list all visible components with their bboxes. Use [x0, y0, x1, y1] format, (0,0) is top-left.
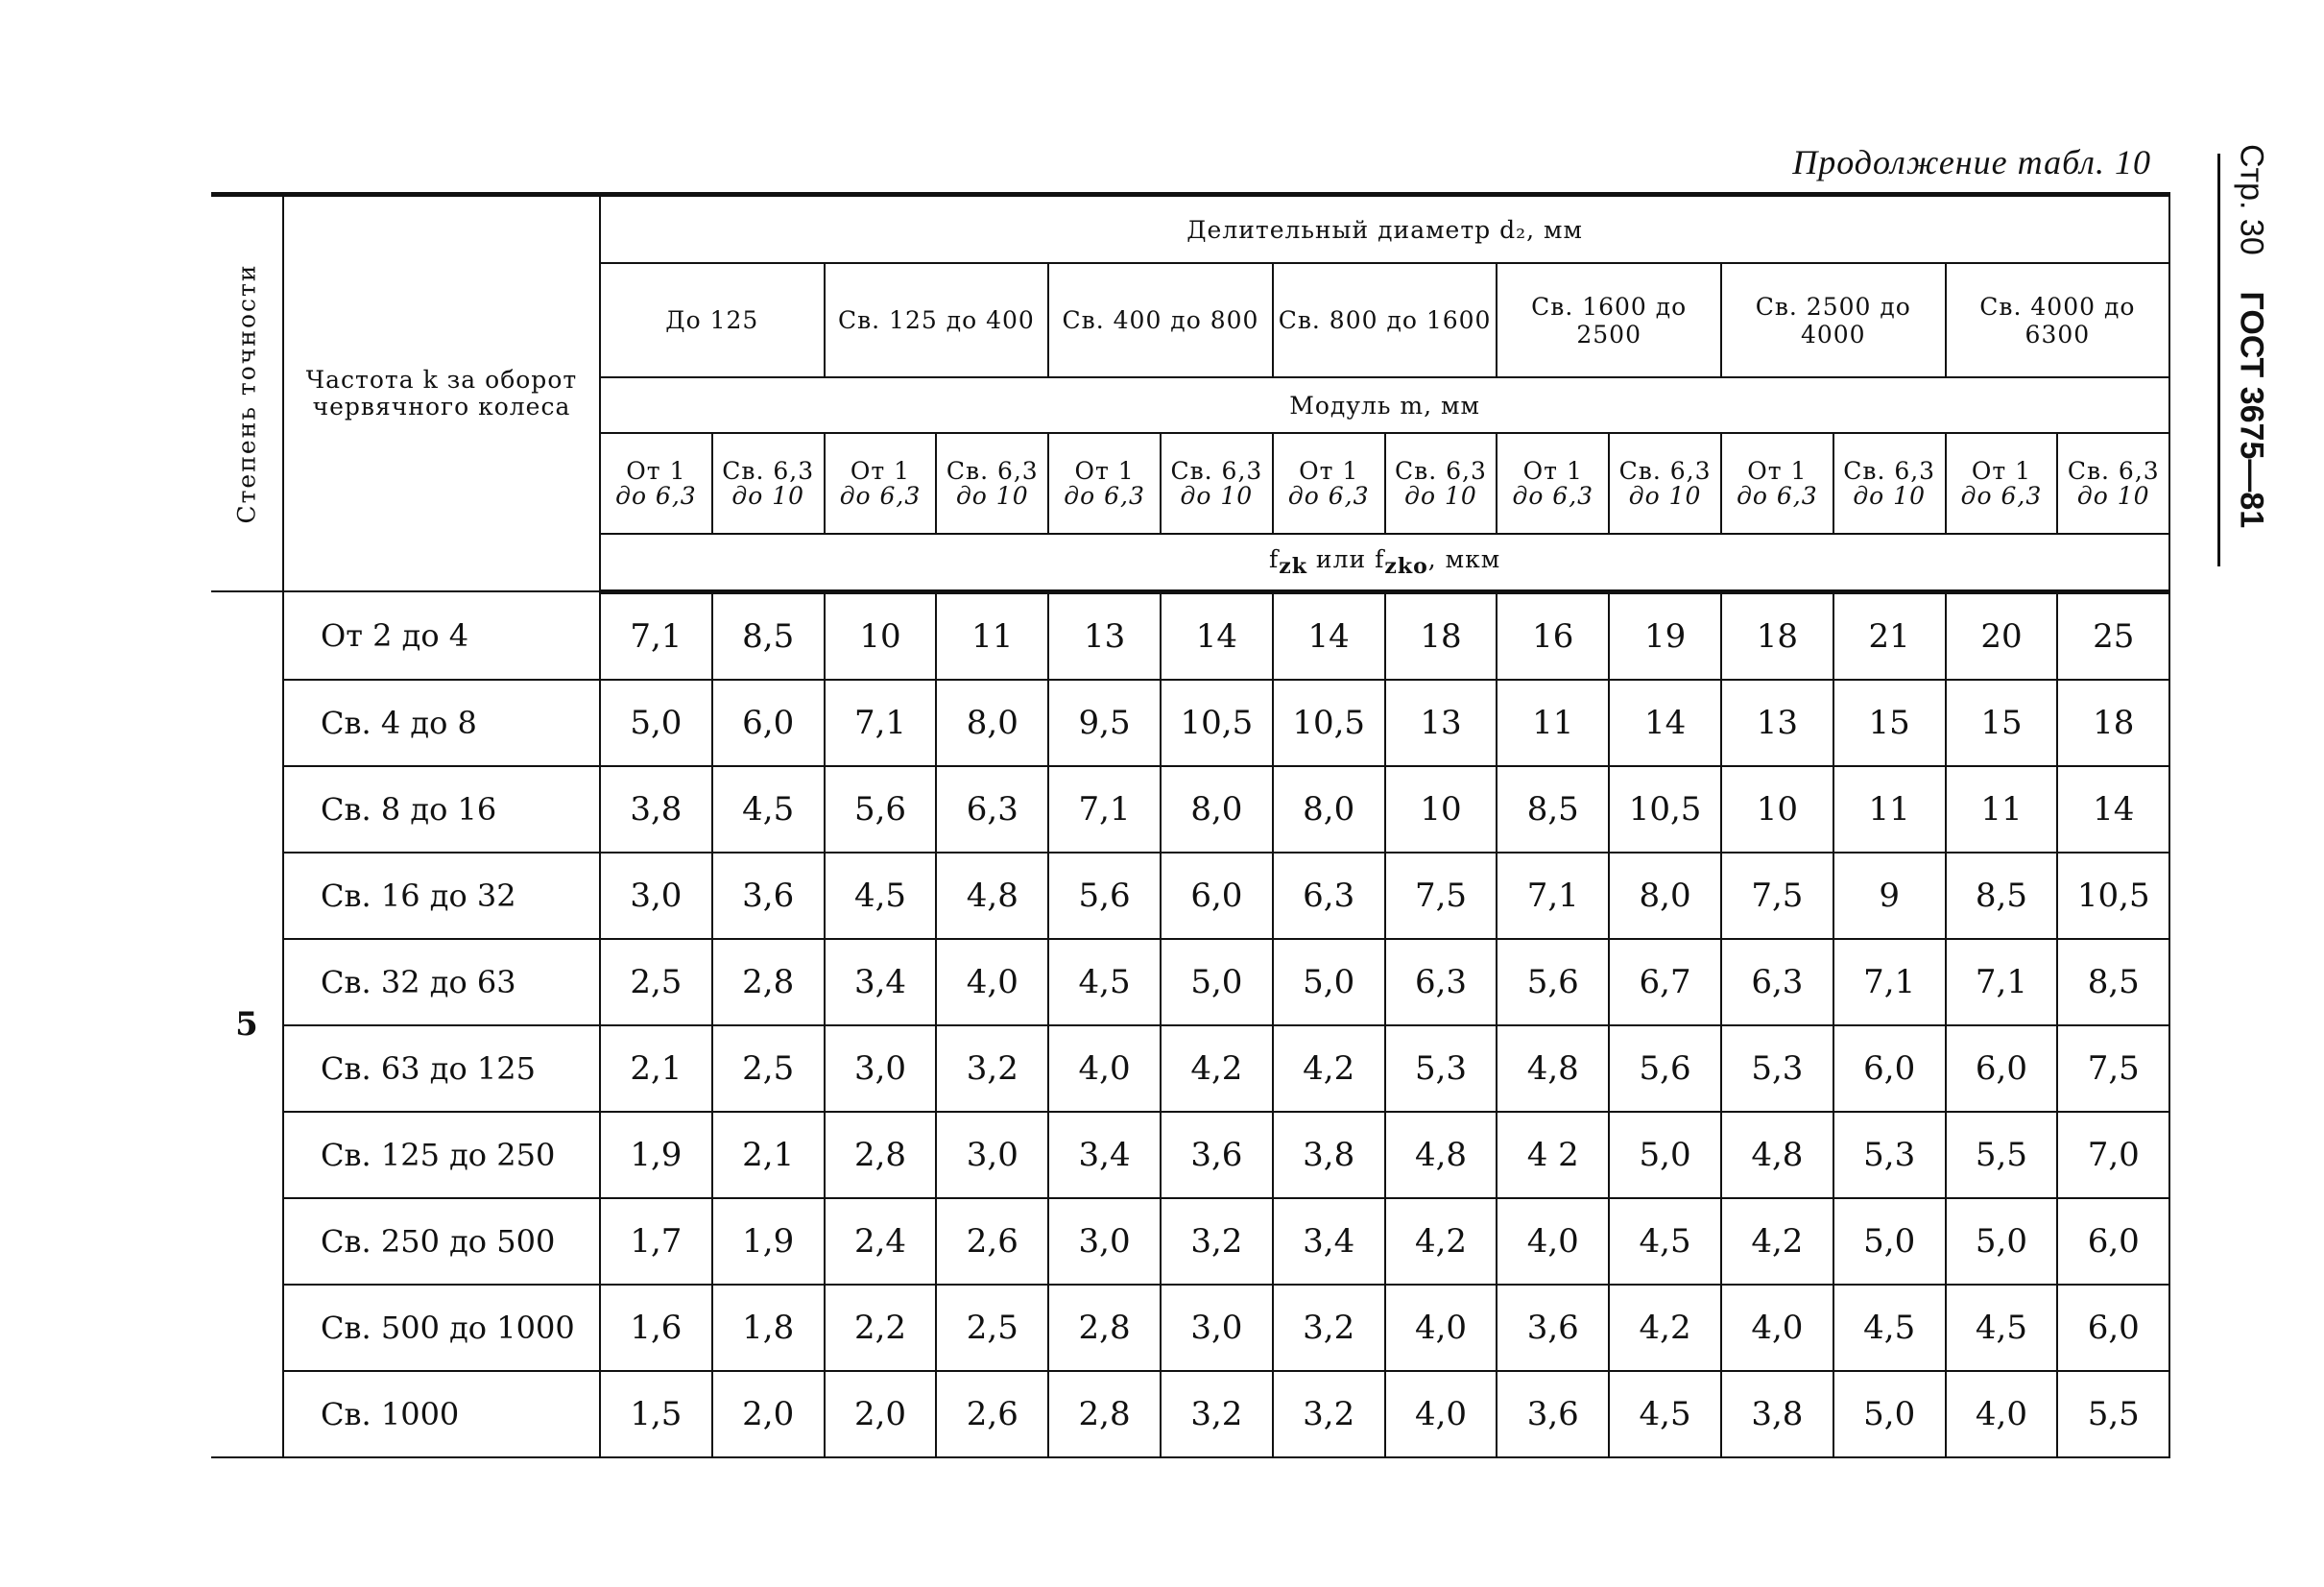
module-range-cell: Св. 6,3 до 10 — [1385, 433, 1497, 534]
tolerance-value-cell: 4,2 — [1161, 1025, 1273, 1112]
tolerance-value-cell: 10 — [825, 591, 937, 680]
tolerance-value-cell: 10,5 — [1161, 680, 1273, 766]
tolerance-value-cell: 19 — [1609, 591, 1721, 680]
tolerance-value-cell: 7,1 — [1833, 939, 1946, 1025]
tolerance-value-cell: 8,5 — [1946, 853, 2058, 939]
tolerance-value-cell: 10,5 — [2057, 853, 2169, 939]
tolerance-value-cell: 5,6 — [1497, 939, 1609, 1025]
tolerance-value-cell: 13 — [1048, 591, 1161, 680]
tolerance-value-cell: 3,6 — [1497, 1285, 1609, 1371]
tolerance-value-cell: 5,0 — [600, 680, 712, 766]
tolerance-value-cell: 1,5 — [600, 1371, 712, 1457]
module-header: Модуль m, мм — [600, 377, 2169, 433]
tolerance-value-cell: 2,2 — [825, 1285, 937, 1371]
tolerance-value-cell: 3,2 — [936, 1025, 1048, 1112]
tolerance-value-cell: 1,7 — [600, 1198, 712, 1285]
table-row — [211, 680, 2169, 766]
tolerance-value-cell: 16 — [1497, 591, 1609, 680]
tolerance-value-cell: 15 — [1833, 680, 1946, 766]
tolerance-value-cell: 5,0 — [1161, 939, 1273, 1025]
tolerance-value-cell: 4,8 — [1385, 1112, 1497, 1198]
tolerance-value-cell: 13 — [1385, 680, 1497, 766]
tolerance-value-cell: 3,2 — [1273, 1285, 1385, 1371]
table-row — [211, 1112, 2169, 1198]
diameter-range-cell: Св. 125 до 400 — [825, 263, 1049, 377]
tolerance-table — [211, 192, 2170, 1458]
tolerance-value-cell: 3,4 — [1048, 1112, 1161, 1198]
table-row — [211, 853, 2169, 939]
tolerance-value-cell: 3,0 — [1161, 1285, 1273, 1371]
frequency-column-header: Частота k за оборот червячного колеса — [283, 195, 600, 592]
tolerance-value-cell: 13 — [1721, 680, 1833, 766]
module-range-cell: От 1 до 6,3 — [1273, 433, 1385, 534]
tolerance-value-cell: 8,0 — [1609, 853, 1721, 939]
tolerance-value-cell: 3,2 — [1161, 1371, 1273, 1457]
tolerance-value-cell: 6,0 — [1833, 1025, 1946, 1112]
tolerance-value-cell: 20 — [1946, 591, 2058, 680]
diameter-range-cell: Св. 2500 до 4000 — [1721, 263, 1946, 377]
tolerance-value-cell: 11 — [1946, 766, 2058, 853]
tolerance-value-cell: 3,6 — [1161, 1112, 1273, 1198]
tolerance-value-cell: 4,5 — [1609, 1371, 1721, 1457]
tolerance-value-cell: 7,5 — [1721, 853, 1833, 939]
grade-column-header: Степень точности — [211, 195, 283, 592]
tolerance-value-cell: 2,5 — [712, 1025, 825, 1112]
frequency-range-cell: Св. 63 до 125 — [283, 1025, 600, 1112]
tolerance-value-cell: 3,4 — [825, 939, 937, 1025]
accuracy-grade-cell: 5 — [211, 591, 283, 1457]
tolerance-value-cell: 6,3 — [936, 766, 1048, 853]
tolerance-value-cell: 3,2 — [1161, 1198, 1273, 1285]
tolerance-value-cell: 2,5 — [936, 1285, 1048, 1371]
tolerance-value-cell: 5,0 — [1833, 1371, 1946, 1457]
frequency-range-cell: Св. 16 до 32 — [283, 853, 600, 939]
tolerance-value-cell: 4,2 — [1273, 1025, 1385, 1112]
tolerance-value-cell: 4,0 — [1385, 1371, 1497, 1457]
tolerance-value-cell: 5,3 — [1833, 1112, 1946, 1198]
tolerance-value-cell: 7,1 — [1946, 939, 2058, 1025]
tolerance-value-cell: 5,6 — [1048, 853, 1161, 939]
module-range-cell: Св. 6,3 до 10 — [936, 433, 1048, 534]
tolerance-value-cell: 9,5 — [1048, 680, 1161, 766]
tolerance-value-cell: 2,5 — [600, 939, 712, 1025]
frequency-range-cell: Св. 32 до 63 — [283, 939, 600, 1025]
tolerance-value-cell: 15 — [1946, 680, 2058, 766]
tolerance-value-cell: 6,3 — [1721, 939, 1833, 1025]
tolerance-value-cell: 10,5 — [1609, 766, 1721, 853]
tolerance-value-cell: 5,5 — [1946, 1112, 2058, 1198]
tolerance-value-cell: 4,0 — [1946, 1371, 2058, 1457]
tolerance-value-cell: 10 — [1385, 766, 1497, 853]
tolerance-value-cell: 3,2 — [1273, 1371, 1385, 1457]
tolerance-value-cell: 5,0 — [1833, 1198, 1946, 1285]
table-row — [211, 591, 2169, 680]
table-row — [211, 1025, 2169, 1112]
tolerance-value-cell: 2,8 — [712, 939, 825, 1025]
tolerance-value-cell: 1,8 — [712, 1285, 825, 1371]
diameter-range-cell: До 125 — [600, 263, 825, 377]
module-range-cell: От 1 до 6,3 — [825, 433, 937, 534]
frequency-range-cell: Св. 250 до 500 — [283, 1198, 600, 1285]
tolerance-value-cell: 2,4 — [825, 1198, 937, 1285]
tolerance-value-cell: 6,3 — [1273, 853, 1385, 939]
tolerance-value-cell: 4,0 — [936, 939, 1048, 1025]
module-range-cell: Св. 6,3 до 10 — [1833, 433, 1946, 534]
tolerance-value-cell: 4,5 — [1048, 939, 1161, 1025]
tolerance-value-cell: 21 — [1833, 591, 1946, 680]
tolerance-value-cell: 11 — [1497, 680, 1609, 766]
unit-header: $f_{zk}$ или $f_{zko}$, мкм — [600, 534, 2169, 591]
tolerance-value-cell: 6,7 — [1609, 939, 1721, 1025]
tolerance-value-cell: 5,0 — [1946, 1198, 2058, 1285]
module-range-cell: От 1 до 6,3 — [1048, 433, 1161, 534]
tolerance-value-cell: 4,8 — [1721, 1112, 1833, 1198]
tolerance-value-cell: 4,0 — [1048, 1025, 1161, 1112]
frequency-range-cell: Св. 4 до 8 — [283, 680, 600, 766]
tolerance-value-cell: 8,0 — [1273, 766, 1385, 853]
frequency-range-cell: Св. 8 до 16 — [283, 766, 600, 853]
module-range-cell: Св. 6,3 до 10 — [1161, 433, 1273, 534]
tolerance-value-cell: 4,5 — [1833, 1285, 1946, 1371]
tolerance-value-cell: 14 — [1609, 680, 1721, 766]
tolerance-value-cell: 8,0 — [936, 680, 1048, 766]
tolerance-value-cell: 1,9 — [712, 1198, 825, 1285]
tolerance-value-cell: 5,6 — [825, 766, 937, 853]
table-row — [211, 1198, 2169, 1285]
tolerance-value-cell: 18 — [1385, 591, 1497, 680]
tolerance-value-cell: 2,8 — [1048, 1285, 1161, 1371]
tolerance-value-cell: 7,5 — [1385, 853, 1497, 939]
tolerance-value-cell: 25 — [2057, 591, 2169, 680]
side-reference — [2222, 144, 2280, 586]
table-row — [211, 766, 2169, 853]
standard-number: ГОСТ 3675—81 — [2233, 291, 2270, 529]
tolerance-value-cell: 4,2 — [1609, 1285, 1721, 1371]
diameter-range-cell: Св. 400 до 800 — [1048, 263, 1273, 377]
tolerance-value-cell: 4,5 — [1609, 1198, 1721, 1285]
tolerance-value-cell: 14 — [2057, 766, 2169, 853]
tolerance-value-cell: 6,0 — [712, 680, 825, 766]
tolerance-value-cell: 2,1 — [712, 1112, 825, 1198]
tolerance-value-cell: 6,3 — [1385, 939, 1497, 1025]
table-body — [211, 591, 2169, 1457]
tolerance-value-cell: 4,0 — [1721, 1285, 1833, 1371]
tolerance-value-cell: 4,0 — [1385, 1285, 1497, 1371]
tolerance-value-cell: 3,4 — [1273, 1198, 1385, 1285]
tolerance-value-cell: 14 — [1161, 591, 1273, 680]
diameter-range-cell: Св. 4000 до 6300 — [1946, 263, 2170, 377]
tolerance-value-cell: 3,8 — [1273, 1112, 1385, 1198]
module-range-cell: От 1 до 6,3 — [600, 433, 712, 534]
table-row — [211, 1285, 2169, 1371]
frequency-range-cell: Св. 125 до 250 — [283, 1112, 600, 1198]
module-range-cell: Св. 6,3 до 10 — [1609, 433, 1721, 534]
table-continuation-caption: Продолжение табл. 10 — [1792, 143, 2151, 181]
tolerance-value-cell: 1,9 — [600, 1112, 712, 1198]
table-row — [211, 939, 2169, 1025]
tolerance-value-cell: 2,8 — [1048, 1371, 1161, 1457]
tolerance-value-cell: 5,0 — [1609, 1112, 1721, 1198]
tolerance-value-cell: 3,6 — [1497, 1371, 1609, 1457]
frequency-range-cell: Св. 500 до 1000 — [283, 1285, 600, 1371]
tolerance-value-cell: 10 — [1721, 766, 1833, 853]
tolerance-value-cell: 3,0 — [1048, 1198, 1161, 1285]
tolerance-value-cell: 10,5 — [1273, 680, 1385, 766]
tolerance-value-cell: 5,3 — [1385, 1025, 1497, 1112]
tolerance-value-cell: 5,6 — [1609, 1025, 1721, 1112]
module-range-cell: Св. 6,3 до 10 — [2057, 433, 2169, 534]
tolerance-value-cell: 8,5 — [2057, 939, 2169, 1025]
tolerance-value-cell: 4,0 — [1497, 1198, 1609, 1285]
tolerance-value-cell: 7,1 — [1497, 853, 1609, 939]
module-range-cell: От 1 до 6,3 — [1721, 433, 1833, 534]
tolerance-value-cell: 18 — [2057, 680, 2169, 766]
tolerance-value-cell: 6,0 — [1946, 1025, 2058, 1112]
tolerance-value-cell: 11 — [936, 591, 1048, 680]
module-range-cell: От 1 до 6,3 — [1946, 433, 2058, 534]
tolerance-value-cell: 8,5 — [712, 591, 825, 680]
tolerance-value-cell: 4,2 — [1721, 1198, 1833, 1285]
tolerance-value-cell: 3,8 — [600, 766, 712, 853]
tolerance-value-cell: 2,6 — [936, 1371, 1048, 1457]
tolerance-value-cell: 8,0 — [1161, 766, 1273, 853]
tolerance-value-cell: 5,5 — [2057, 1371, 2169, 1457]
tolerance-value-cell: 6,0 — [1161, 853, 1273, 939]
diameter-header: Делительный диаметр d₂, мм — [600, 195, 2169, 264]
frequency-range-cell: От 2 до 4 — [283, 591, 600, 680]
side-divider — [2217, 154, 2220, 566]
diameter-range-cell: Св. 1600 до 2500 — [1497, 263, 1721, 377]
module-range-cell: Св. 6,3 до 10 — [712, 433, 825, 534]
tolerance-value-cell: 3,0 — [825, 1025, 937, 1112]
tolerance-value-cell: 3,0 — [600, 853, 712, 939]
tolerance-value-cell: 4,5 — [1946, 1285, 2058, 1371]
tolerance-value-cell: 8,5 — [1497, 766, 1609, 853]
tolerance-value-cell: 3,6 — [712, 853, 825, 939]
tolerance-value-cell: 14 — [1273, 591, 1385, 680]
tolerance-value-cell: 2,0 — [825, 1371, 937, 1457]
tolerance-value-cell: 4,5 — [825, 853, 937, 939]
tolerance-value-cell: 4 2 — [1497, 1112, 1609, 1198]
tolerance-value-cell: 2,1 — [600, 1025, 712, 1112]
tolerance-value-cell: 18 — [1721, 591, 1833, 680]
tolerance-value-cell: 5,3 — [1721, 1025, 1833, 1112]
tolerance-value-cell: 4,8 — [1497, 1025, 1609, 1112]
tolerance-value-cell: 4,2 — [1385, 1198, 1497, 1285]
tolerance-value-cell: 4,8 — [936, 853, 1048, 939]
tolerance-value-cell: 7,1 — [600, 591, 712, 680]
frequency-range-cell: Св. 1000 — [283, 1371, 600, 1457]
page-number: Стр. 30 — [2233, 144, 2270, 255]
tolerance-value-cell: 2,0 — [712, 1371, 825, 1457]
table-row — [211, 1371, 2169, 1457]
tolerance-value-cell: 4,5 — [712, 766, 825, 853]
module-range-cell: От 1 до 6,3 — [1497, 433, 1609, 534]
tolerance-value-cell: 2,8 — [825, 1112, 937, 1198]
tolerance-value-cell: 9 — [1833, 853, 1946, 939]
tolerance-value-cell: 1,6 — [600, 1285, 712, 1371]
tolerance-value-cell: 7,5 — [2057, 1025, 2169, 1112]
tolerance-value-cell: 2,6 — [936, 1198, 1048, 1285]
tolerance-value-cell: 5,0 — [1273, 939, 1385, 1025]
diameter-range-cell: Св. 800 до 1600 — [1273, 263, 1497, 377]
tolerance-value-cell: 7,1 — [1048, 766, 1161, 853]
tolerance-value-cell: 6,0 — [2057, 1198, 2169, 1285]
tolerance-value-cell: 7,1 — [825, 680, 937, 766]
tolerance-value-cell: 3,0 — [936, 1112, 1048, 1198]
tolerance-value-cell: 11 — [1833, 766, 1946, 853]
tolerance-value-cell: 7,0 — [2057, 1112, 2169, 1198]
tolerance-value-cell: 3,8 — [1721, 1371, 1833, 1457]
tolerance-value-cell: 6,0 — [2057, 1285, 2169, 1371]
